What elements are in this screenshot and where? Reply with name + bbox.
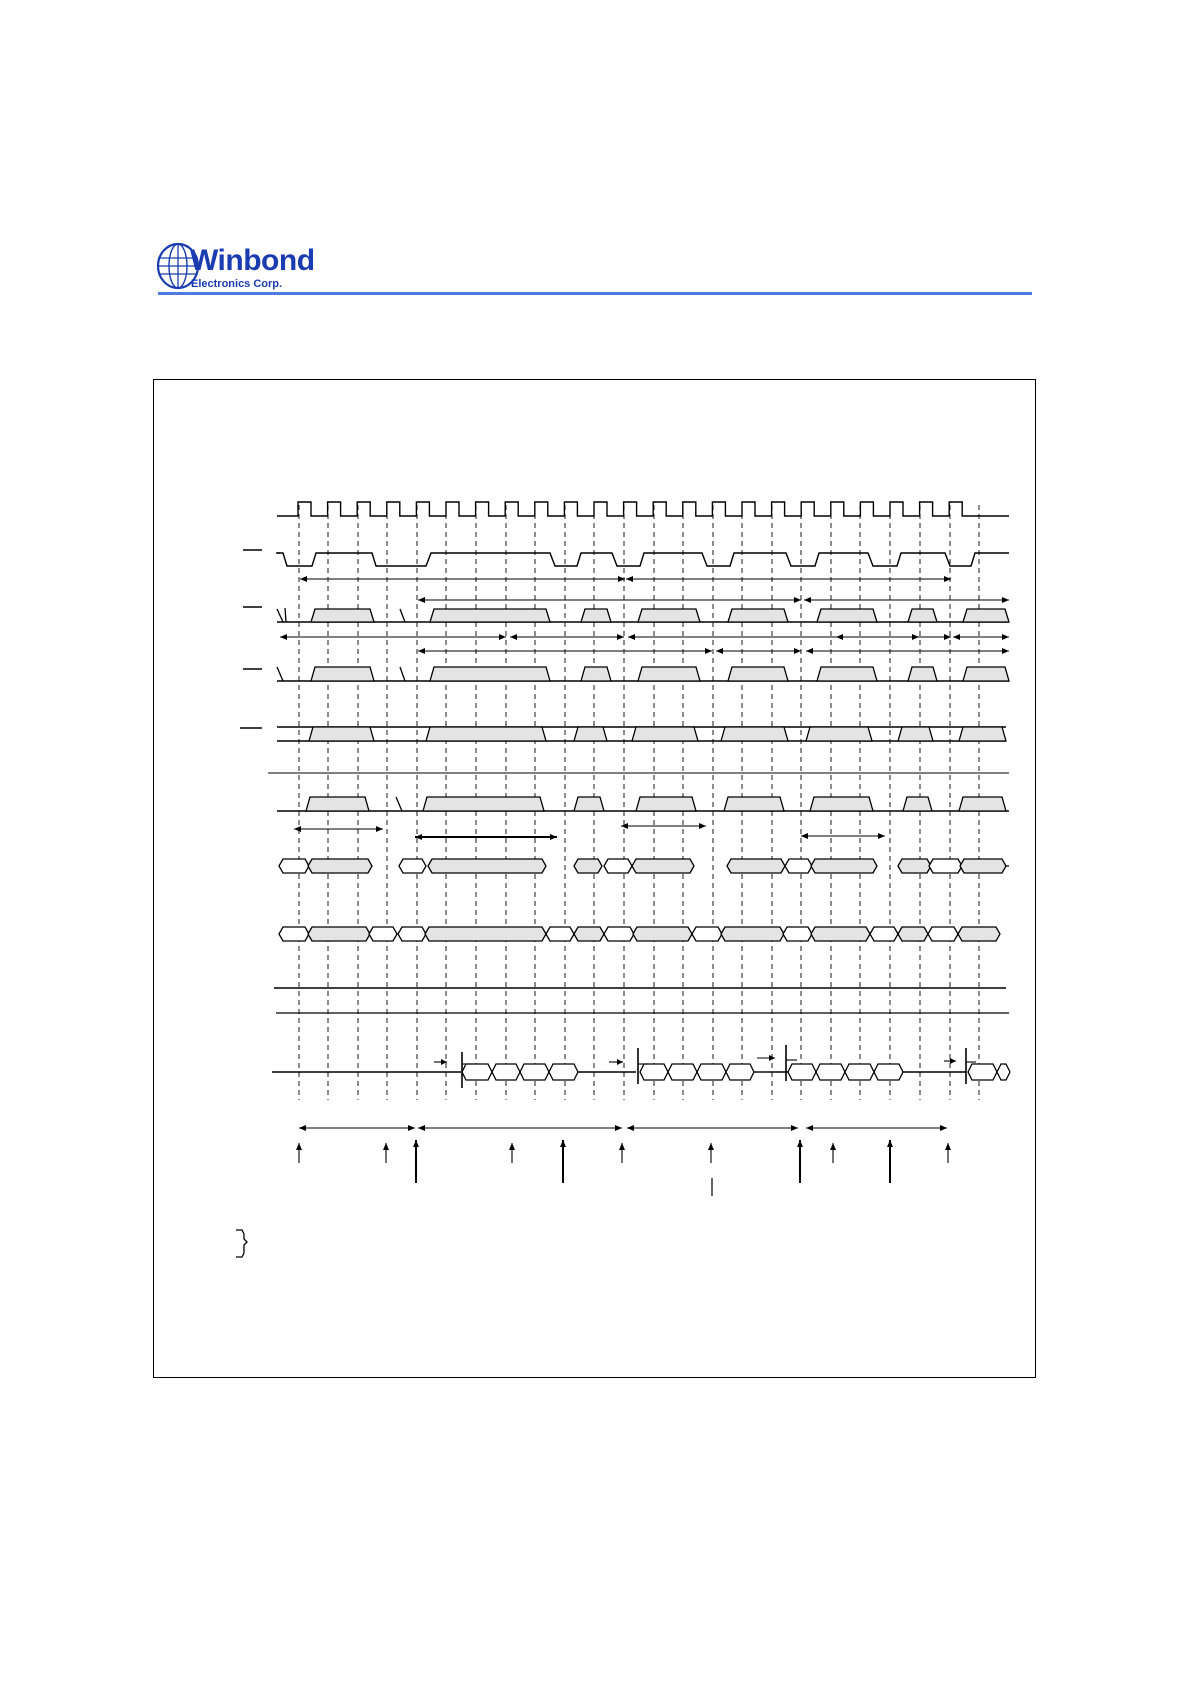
interval-arrow-head-left [418,597,425,603]
data-cell-row-7 [898,927,928,941]
data-cell-row-7 [633,927,692,941]
interval-arrow-head-right [550,834,557,840]
data-cell-row-7 [369,927,397,941]
output-cell [816,1064,845,1080]
bus-row-5-segment [810,797,873,811]
data-cell-row-6 [574,859,602,873]
data-cell-row-6 [727,859,785,873]
event-pointer-head [509,1143,515,1150]
output-cell [726,1064,754,1080]
interval-arrow-head-left [628,634,635,640]
interval-arrow-head-left [280,634,287,640]
bus-row-4-segment [574,727,607,741]
output-cell [549,1064,578,1080]
phase-arrow-head-left [806,1125,813,1131]
interval-arrow-head-left [415,834,422,840]
bus-row-3-segment [638,667,700,681]
phase-arrow-head-right [615,1125,622,1131]
bus-row-5-segment [636,797,696,811]
bus-row-3-edge [400,667,405,681]
delay-arrow-head [617,1059,623,1065]
data-cell-row-7 [308,927,370,941]
data-cell-row-6 [960,859,1006,873]
interval-arrow-head-left [510,634,517,640]
bus-row-5-segment [423,797,544,811]
bus-row-2-segment [581,609,611,622]
event-pointer-head [830,1143,836,1150]
data-cell-row-7 [279,927,309,941]
data-cell-row-7 [574,927,604,941]
phase-arrow-head-right [940,1125,947,1131]
bus-row-4-segment [898,727,933,741]
interval-arrow-head-right [705,648,712,654]
bus-row-5-segment [574,797,604,811]
data-cell-row-7 [692,927,722,941]
interval-arrow-head-left [418,648,425,654]
event-pointer-head [708,1143,714,1150]
bus-row-3-segment [963,667,1009,681]
interval-arrow-head-right [878,833,885,839]
bus-row-2-edge [400,609,405,622]
data-cell-row-6 [632,859,694,873]
data-cell-row-6 [604,859,632,873]
bus-row-3-segment [908,667,937,681]
phase-arrow-head-right [408,1125,415,1131]
interval-arrow-head-right [1002,648,1009,654]
interval-arrow-head-right [794,597,801,603]
data-cell-row-7 [546,927,574,941]
interval-arrow-head-left [294,826,301,832]
interval-arrow-head-right [794,648,801,654]
bus-row-4-segment [721,727,788,741]
bus-row-3-segment [817,667,877,681]
interval-arrow-head-right [499,634,506,640]
data-cell-row-6 [279,859,309,873]
phase-arrow-head-left [627,1125,634,1131]
data-cell-row-6 [428,859,546,873]
output-cell [462,1064,492,1080]
delay-arrow-head [950,1058,956,1064]
bus-row-4-segment [959,727,1006,741]
bus-row-2-segment [963,609,1009,622]
event-pointer-long-head [560,1140,566,1147]
interval-arrow-head-left [300,576,307,582]
bus-row-4-segment [426,727,546,741]
phase-arrow-head-left [418,1125,425,1131]
data-cell-row-7 [604,927,634,941]
data-cell-row-6 [811,859,877,873]
phase-arrow-head-left [299,1125,306,1131]
output-cell [492,1064,520,1080]
data-cell-row-6 [898,859,931,873]
output-cell [697,1064,726,1080]
bus-row-2-segment [908,609,937,622]
event-pointer-head [945,1143,951,1150]
interval-arrow-head-left [626,576,633,582]
event-pointer-head [619,1143,625,1150]
clock-signal [277,502,1009,516]
event-pointer-head [383,1143,389,1150]
bus-row-5-segment [306,797,369,811]
bus-row-5-segment [724,797,784,811]
bus-row-2-segment [638,609,700,622]
bus-row-4-segment [309,727,374,741]
data-cell-row-7 [928,927,958,941]
bus-row-3-segment [728,667,788,681]
data-cell-row-7 [783,927,812,941]
bus-row-5-segment [903,797,932,811]
data-cell-row-7 [721,927,784,941]
interval-arrow-head-left [953,634,960,640]
event-pointer-head [296,1143,302,1150]
output-cell [640,1064,668,1080]
phase-arrow-head-right [791,1125,798,1131]
data-cell-row-7 [870,927,898,941]
interval-arrow-head-right [1002,597,1009,603]
output-cell [520,1064,549,1080]
data-cell-row-7 [811,927,870,941]
output-cell [788,1064,816,1080]
event-pointer-long-head [413,1140,419,1147]
bus-row-3-edge [277,667,283,681]
bus-row-2-segment [728,609,788,622]
interval-arrow-head-left [716,648,723,654]
bus-row-4-segment [632,727,698,741]
brace-mark [236,1230,247,1257]
output-cell [997,1064,1010,1080]
interval-arrow-head-left [806,648,813,654]
data-cell-row-6 [929,859,962,873]
output-cell [874,1064,903,1080]
interval-arrow-head-right [617,634,624,640]
interval-arrow-head-left [804,597,811,603]
output-cell [668,1064,697,1080]
output-cell [845,1064,874,1080]
interval-arrow-head-right [376,826,383,832]
interval-arrow-head-left [801,833,808,839]
brand-subtitle: Electronics Corp. [191,278,283,290]
interval-arrow-head-right [1002,634,1009,640]
row-start [285,608,286,622]
bus-row-3-segment [311,667,374,681]
data-cell-row-7 [425,927,546,941]
data-cell-row-7 [958,927,1000,941]
event-pointer-long-head [887,1140,893,1147]
bus-row-3-segment [430,667,550,681]
data-cell-row-6 [785,859,812,873]
brand-name: Winbond [190,244,315,277]
bus-row-3-segment [581,667,611,681]
bus-row-2-segment [430,609,550,622]
bus-row-4-segment [806,727,872,741]
bus-row-2-edge [277,609,283,622]
data-cell-row-6 [308,859,372,873]
interval-arrow-head-right [699,823,706,829]
output-cell [968,1064,997,1080]
data-cell-row-6 [399,859,426,873]
interval-arrow-head-left [621,823,628,829]
bus-row-2-segment [817,609,877,622]
data-cell-row-7 [398,927,426,941]
interval-arrow-head-left [836,634,843,640]
bus-row-5-segment [959,797,1006,811]
event-pointer-long-head [797,1140,803,1147]
bus-row-2-segment [311,609,374,622]
bus-row-5-edge [396,797,402,811]
